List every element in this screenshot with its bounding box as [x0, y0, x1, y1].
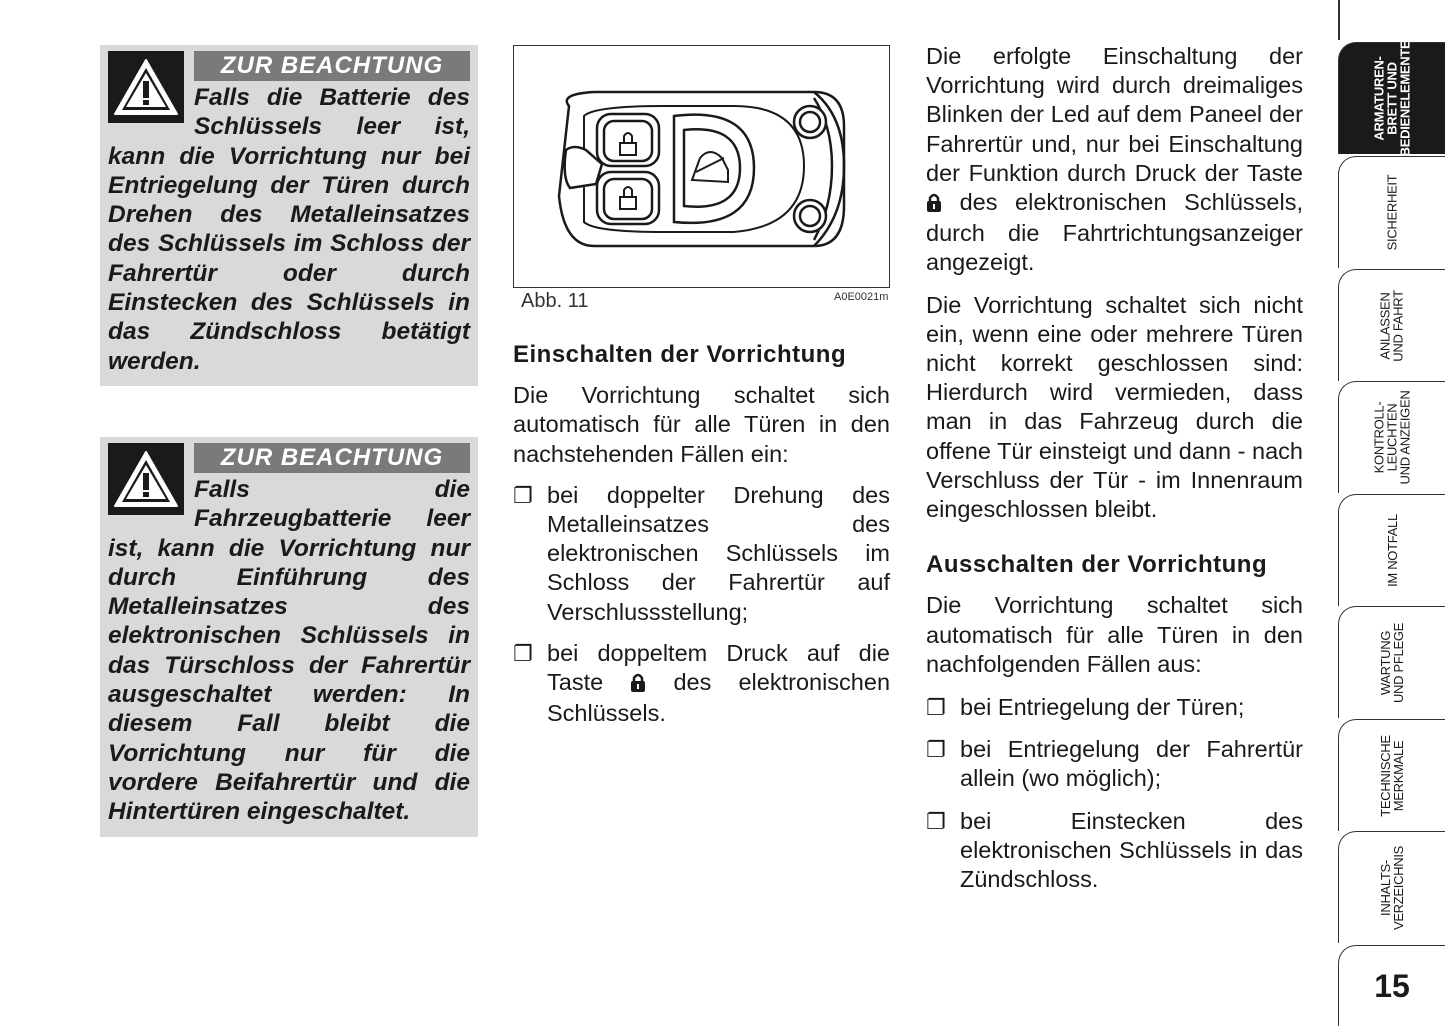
section-heading-ausschalten: Ausschalten der Vorrichtung — [926, 551, 1268, 579]
paragraph: Die Vorrichtung schaltet sich nicht ein, wenn eine oder mehrere Türen nicht korrekt geschlossen sind: Hierdurch wird vermieden, dass man in das Fahrzeug durch die offene Tür einsteigt und dann - nach Verschluss der Tür - im Innenraum eingeschlossen bleibt. — [926, 291, 1303, 523]
warning-text: Falls die Fahrzeugbatterie leer ist, kann die Vorrichtung nur durch Einführung des Metalleinsatzes des elektronischen Schlüssels in das Türschloss der Fahrertür ausgeschaltet werden: In diesem Fall bleibt die Vorrichtung nur für die vordere Beifahrertür und die Hintertüren eingeschaltet. — [108, 476, 470, 826]
tab-im-notfall[interactable]: IM NOTFALL — [1338, 494, 1445, 606]
tab-armaturenbrett[interactable]: ARMATUREN- BRETT UND BEDIENELEMENTE — [1338, 42, 1445, 154]
figure-caption: Abb. 11 — [521, 290, 589, 312]
checkbox-bullet-icon: ❐ — [926, 737, 946, 763]
tab-kontrollleuchten[interactable]: KONTROLL- LEUCHTEN UND ANZEIGEN — [1338, 381, 1445, 493]
list-item: ❐ bei Entriegelung der Fahrertür allein (wo möglich); — [926, 735, 1303, 793]
paragraph: Die erfolgte Einschaltung der Vorrichtung wird durch dreimaliges Blinken der Led auf dem Paneel der Fahrertür und, nur bei Einschaltung der Funktion durch Druck der Taste des elektronischen Schlüssels, durch die Fahrtrichtungsanzeiger angezeigt. — [926, 43, 1303, 276]
lock-icon — [926, 190, 942, 219]
tab-technische-merkmale[interactable]: TECHNISCHE MERKMALE — [1338, 719, 1445, 831]
sidebar-divider — [1338, 0, 1340, 40]
list-item: ❐ bei Entriegelung der Türen; — [926, 693, 1303, 722]
right-column — [926, 42, 1303, 894]
list-item: ❐ bei doppelter Drehung des Metalleinsatzes des elektronischen Schlüssels im Schloss der Fahrertür auf Verschlussstellung; — [513, 481, 890, 627]
warning-title: ZUR BEACHTUNG — [194, 51, 470, 81]
tab-wartung[interactable]: WARTUNG UND PFLEGE — [1338, 606, 1445, 718]
warning-triangle-icon — [108, 51, 184, 123]
checkbox-bullet-icon: ❐ — [513, 640, 533, 666]
lock-icon — [630, 670, 646, 699]
tab-inhaltsverzeichnis[interactable]: INHALTS- VERZEICHNIS — [1338, 831, 1445, 943]
key-fob-illustration — [513, 45, 890, 288]
figure-code: A0E0021m — [834, 291, 889, 303]
list-item: ❐ bei doppeltem Druck auf die Taste des elektronischen Schlüssels. — [513, 639, 890, 729]
paragraph: Die Vorrichtung schaltet sich automatisch für alle Türen in den nachfolgenden Fällen aus: — [926, 592, 1303, 677]
list-item: ❐ bei Einstecken des elektronischen Schlüssels in das Zündschloss. — [926, 807, 1303, 895]
paragraph: Die Vorrichtung schaltet sich automatisch für alle Türen in den nachstehenden Fällen ein: — [513, 382, 890, 467]
page-number: 15 — [1338, 945, 1445, 1026]
checkbox-bullet-icon: ❐ — [926, 695, 946, 721]
tab-sicherheit[interactable]: SICHERHEIT — [1338, 156, 1445, 268]
warning-box-battery-key — [100, 45, 478, 386]
warning-text: Falls die Batterie des Schlüssels leer ist, kann die Vorrichtung nur bei Entriegelung der Türen durch Drehen des Metalleinsatzes des Schlüssels im Schloss der Fahrertür oder durch Einstecken des Schlüssels in das Zündschloss betätigt werden. — [108, 84, 470, 375]
warning-title: ZUR BEACHTUNG — [194, 443, 470, 473]
checkbox-bullet-icon: ❐ — [513, 482, 533, 508]
section-heading-einschalten: Einschalten der Vorrichtung — [513, 341, 847, 368]
tab-anlassen[interactable]: ANLASSEN UND FAHRT — [1338, 269, 1445, 381]
warning-triangle-icon — [108, 443, 184, 515]
warning-box-vehicle-battery — [100, 437, 478, 837]
checkbox-bullet-icon: ❐ — [926, 808, 946, 834]
middle-column — [513, 340, 890, 728]
